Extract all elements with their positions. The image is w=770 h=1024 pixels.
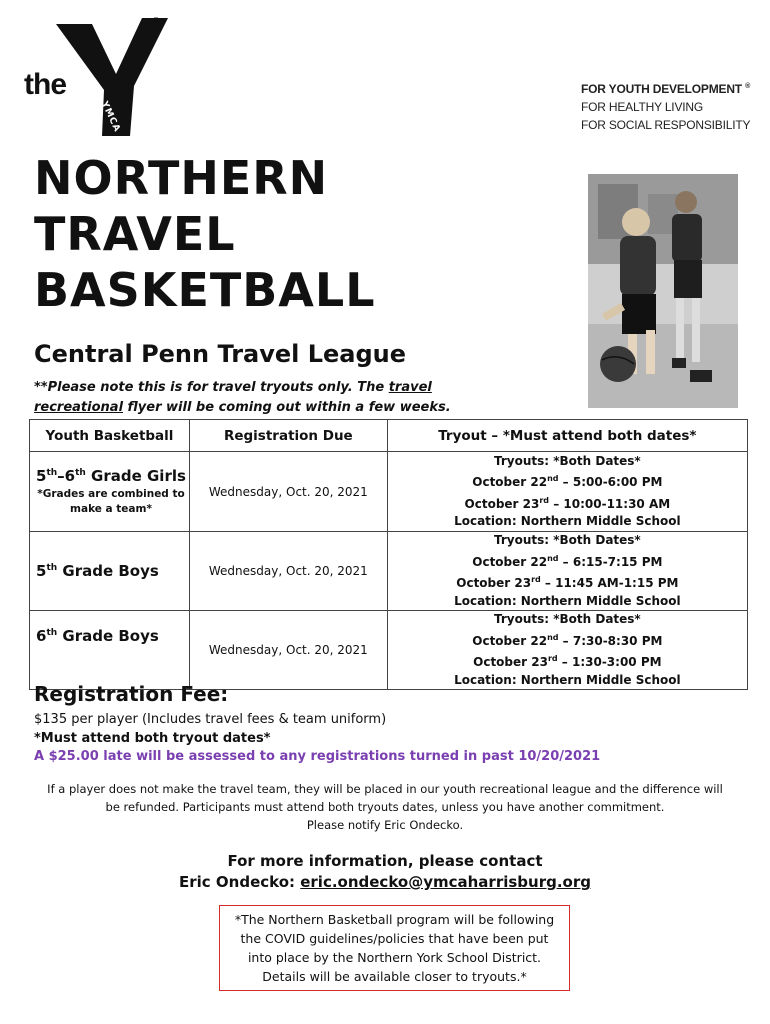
registration-fee-heading: Registration Fee: — [34, 682, 229, 706]
refund-policy — [30, 780, 740, 834]
grade-cell — [30, 452, 190, 532]
tryout-details: Tryouts: *Both Dates* October 22nd – 7:30-8:30 PM October 23rd – 1:30-3:00 PM Location: Northern Middle School — [387, 611, 747, 690]
grade-name: 6th Grade Boys — [36, 627, 159, 645]
title-line-3: BASKETBALL — [34, 263, 376, 317]
covid-line-4: Details will be available closer to tryouts.* — [262, 969, 527, 984]
contact-info — [0, 851, 770, 893]
table-row — [30, 452, 748, 532]
covid-notice — [219, 905, 570, 991]
note-part-2: travel recreational — [34, 380, 432, 415]
tryout-schedule-table — [29, 419, 748, 690]
note-part-3: flyer will be coming out within a few weeks. — [123, 400, 451, 415]
title-line-1: NORTHERN — [34, 151, 329, 205]
due-date: Wednesday, Oct. 20, 2021 — [189, 611, 387, 690]
note-part-1: **Please note this is for travel tryouts only. The — [34, 380, 389, 395]
table-row — [30, 532, 748, 611]
league-subtitle: Central Penn Travel League — [34, 340, 407, 368]
grade-name: 5th–6th Grade Girls — [36, 466, 186, 485]
policy-line-2: be refunded. Participants must attend both tryouts dates, unless you have another commitment. — [105, 800, 665, 814]
fee-price: $135 per player (Includes travel fees & team uniform) — [34, 712, 387, 727]
title-line-2: TRAVEL — [34, 207, 236, 261]
tagline-social: FOR SOCIAL RESPONSIBILITY — [581, 118, 751, 132]
grade-cell — [30, 532, 190, 611]
tryout-note — [34, 378, 474, 418]
contact-line: For more information, please contact — [227, 852, 543, 870]
header-registration-due: Registration Due — [189, 420, 387, 452]
tagline-healthy: FOR HEALTHY LIVING — [581, 100, 703, 114]
tryout-details: Tryouts: *Both Dates* October 22nd – 5:00-6:00 PM October 23rd – 10:00-11:30 AM Location: Northern Middle School — [387, 452, 747, 532]
ymca-logo — [24, 14, 174, 134]
covid-line-2: the COVID guidelines/policies that have been put — [240, 931, 549, 946]
basketball-players-photo — [588, 174, 738, 408]
contact-name: Eric Ondecko: — [179, 873, 301, 891]
tagline-youth: FOR YOUTH DEVELOPMENT — [581, 82, 742, 96]
page-title — [34, 150, 376, 318]
covid-line-1: *The Northern Basketball program will be following — [234, 912, 555, 927]
grade-note: *Grades are combined to make a team* — [37, 487, 185, 515]
tryout-details: Tryouts: *Both Dates* October 22nd – 6:15-7:15 PM October 23rd – 11:45 AM-1:15 PM Location: Northern Middle School — [387, 532, 747, 611]
due-date: Wednesday, Oct. 20, 2021 — [189, 532, 387, 611]
table-header-row — [30, 420, 748, 452]
policy-line-1: If a player does not make the travel team, they will be placed in our youth recreational league and the difference will — [47, 782, 723, 796]
grade-cell — [30, 611, 190, 690]
ymca-tagline — [581, 78, 750, 134]
due-date: Wednesday, Oct. 20, 2021 — [189, 452, 387, 532]
header-youth-basketball: Youth Basketball — [30, 420, 190, 452]
grade-name: 5th Grade Boys — [36, 562, 159, 580]
tagline-mark: ® — [745, 83, 751, 90]
late-fee-note: A $25.00 late will be assessed to any registrations turned in past 10/20/2021 — [34, 749, 601, 764]
covid-line-3: into place by the Northern York School District. — [247, 950, 542, 965]
table-row — [30, 611, 748, 690]
logo-the-text: the — [24, 68, 66, 101]
logo-ymca-text: YMCA — [98, 100, 122, 135]
header-tryout: Tryout – *Must attend both dates* — [387, 420, 747, 452]
policy-line-3: Please notify Eric Ondecko. — [306, 818, 464, 832]
logo-registered-mark: ® — [152, 16, 160, 25]
contact-email-link[interactable]: eric.ondecko@ymcaharrisburg.org — [300, 873, 591, 891]
fee-attendance-note: *Must attend both tryout dates* — [34, 731, 271, 746]
